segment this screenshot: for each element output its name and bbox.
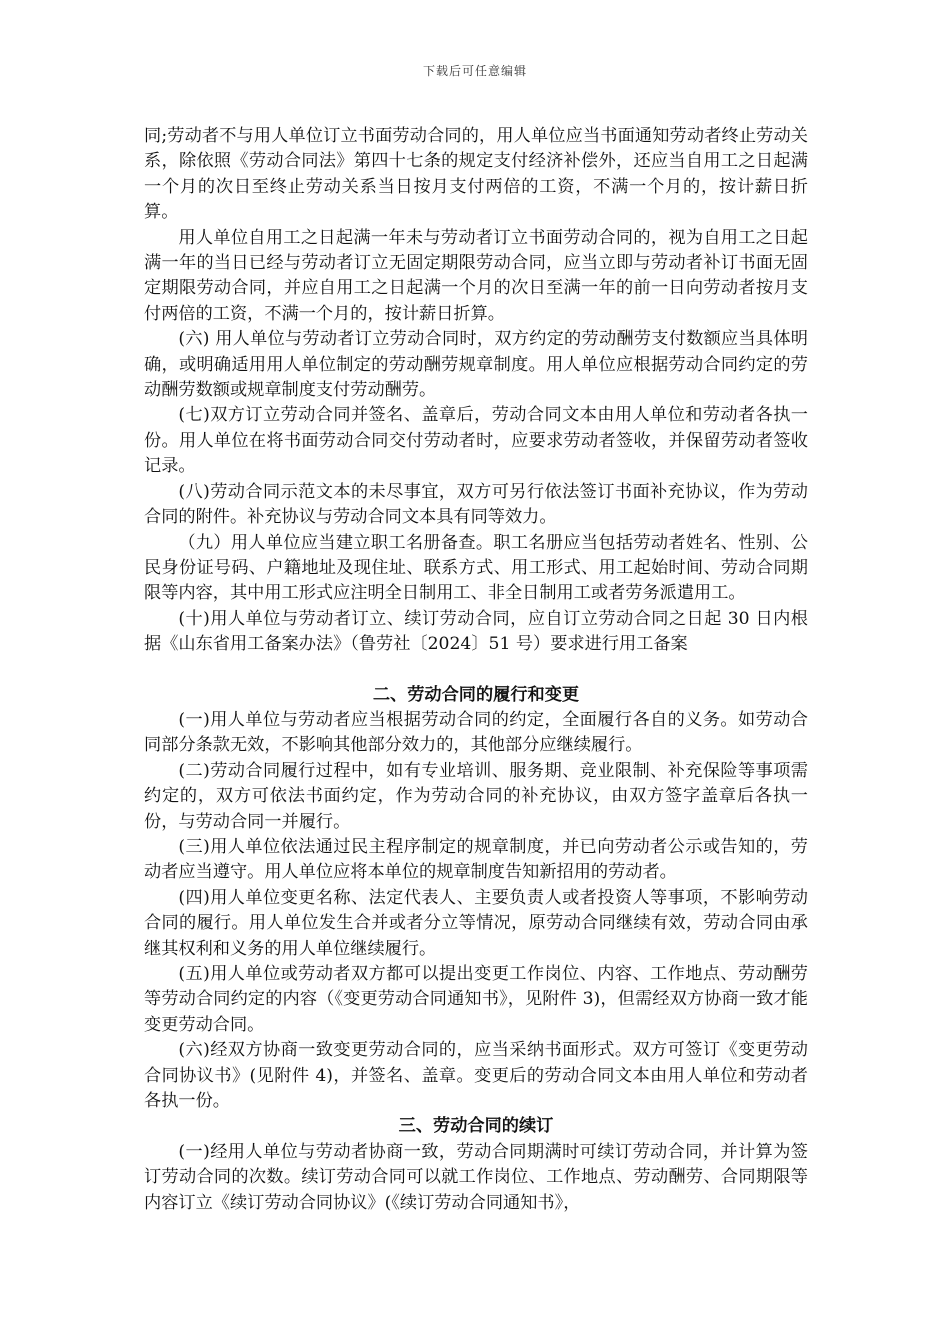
paragraph: 用人单位自用工之日起满一年未与劳动者订立书面劳动合同的，视为自用工之日起满一年的当日已经与劳动者订立无固定期限劳动合同，应当立即与劳动者补订书面无固定期限劳动合同，并应自用工之日起满一个月的次日至满一年的前一日向劳动者按月支付两倍的工资，不满一个月的，按计薪日折算。: [144, 227, 808, 324]
page-header: 下载后可任意编辑: [422, 64, 527, 78]
document-body: [144, 124, 808, 1216]
paragraph: （九）用人单位应当建立职工名册备查。职工名册应当包括劳动者姓名、性别、公民身份证号码、户籍地址及现住址、联系方式、用工形式、用工起始时间、劳动合同期限等内容，其中用工形式应注明全日制用工、非全日制用工或者劳务派遣用工。: [144, 532, 808, 604]
paragraph: (六)经双方协商一致变更劳动合同的，应当采纳书面形式。双方可签订《变更劳动合同协议书》(见附件 4)，并签名、盖章。变更后的劳动合同文本由用人单位和劳动者各执一份。: [144, 1040, 808, 1112]
blank-line: [144, 658, 808, 683]
paragraph: (一)用人单位与劳动者应当根据劳动合同的约定，全面履行各自的义务。如劳动合同部分条款无效，不影响其他部分效力的，其他部分应继续履行。: [144, 709, 808, 756]
section-heading-3: 三、劳动合同的续订: [398, 1116, 554, 1137]
paragraph: (四)用人单位变更名称、法定代表人、主要负责人或者投资人等事项，不影响劳动合同的履行。用人单位发生合并或者分立等情况，原劳动合同继续有效，劳动合同由承继其权利和义务的用人单位继续履行。: [144, 887, 808, 959]
paragraph: (一)经用人单位与劳动者协商一致，劳动合同期满时可续订劳动合同，并计算为签订劳动合同的次数。续订劳动合同可以就工作岗位、工作地点、劳动酬劳、合同期限等内容订立《续订劳动合同协议》(《续订劳动合同通知书》，: [144, 1141, 808, 1213]
paragraph: (八)劳动合同示范文本的未尽事宜，双方可另行依法签订书面补充协议，作为劳动合同的附件。补充协议与劳动合同文本具有同等效力。: [144, 481, 808, 528]
paragraph: (二)劳动合同履行过程中，如有专业培训、服务期、竞业限制、补充保险等事项需约定的，双方可依法书面约定，作为劳动合同的补充协议，由双方签字盖章后各执一份，与劳动合同一并履行。: [144, 760, 808, 832]
paragraph: (三)用人单位依法通过民主程序制定的规章制度，并已向劳动者公示或告知的，劳动者应当遵守。用人单位应将本单位的规章制度告知新招用的劳动者。: [144, 836, 808, 883]
paragraph: (十)用人单位与劳动者订立、续订劳动合同，应自订立劳动合同之日起 30 日内根据《山东省用工备案办法》（鲁劳社〔2024〕51 号）要求进行用工备案: [144, 608, 808, 655]
paragraph: (七)双方订立劳动合同并签名、盖章后，劳动合同文本由用人单位和劳动者各执一份。用人单位在将书面劳动合同交付劳动者时，应要求劳动者签收，并保留劳动者签收记录。: [144, 405, 808, 477]
section-heading-2: 二、劳动合同的履行和变更: [372, 684, 580, 705]
paragraph: 同;劳动者不与用人单位订立书面劳动合同的，用人单位应当书面通知劳动者终止劳动关系，除依照《劳动合同法》第四十七条的规定支付经济补偿外，还应当自用工之日起满一个月的次日至终止劳动关系当日按月支付两倍的工资，不满一个月的，按计薪日折算。: [144, 126, 808, 223]
paragraph: (五)用人单位或劳动者双方都可以提出变更工作岗位、内容、工作地点、劳动酬劳等劳动合同约定的内容（《变更劳动合同通知书》，见附件 3)，但需经双方协商一致才能变更劳动合同。: [144, 964, 808, 1035]
paragraph: (六) 用人单位与劳动者订立劳动合同时，双方约定的劳动酬劳支付数额应当具体明确，或明确适用用人单位制定的劳动酬劳规章制度。用人单位应根据劳动合同约定的劳动酬劳数额或规章制度支付劳动酬劳。: [144, 329, 808, 401]
